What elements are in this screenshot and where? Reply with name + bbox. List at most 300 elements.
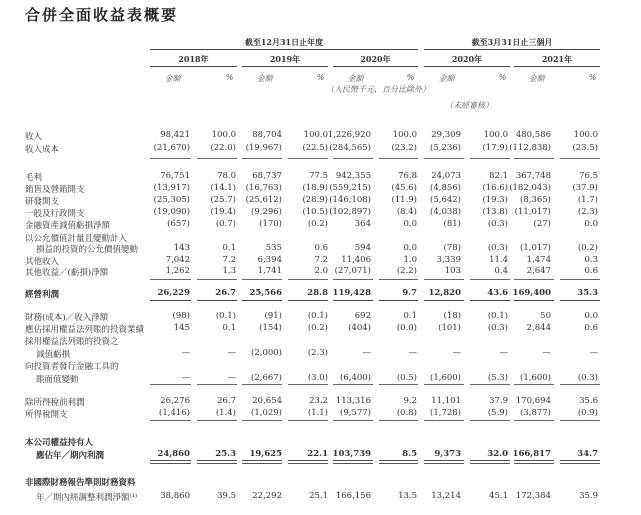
amount-cell: (27,071) xyxy=(334,266,371,276)
amount-cell: 119,428 xyxy=(332,288,371,298)
percent-cell: (1.7) xyxy=(577,195,598,205)
row-label: 損益的投資的公允價值變動 xyxy=(36,245,139,255)
amount-cell: 12,820 xyxy=(428,288,461,298)
percent-cell: 22.1 xyxy=(307,449,328,459)
total-underline xyxy=(560,384,600,385)
percent-cell: 0.6 xyxy=(314,243,328,253)
amount-cell: — xyxy=(181,373,190,383)
row-label: 賬面值變動 xyxy=(36,375,79,385)
amount-cell: (13,917) xyxy=(153,183,190,193)
amount-cell: (19,090) xyxy=(153,207,190,217)
total-underline xyxy=(333,460,373,464)
total-underline xyxy=(242,300,282,301)
amount-cell: (27) xyxy=(533,219,551,229)
percent-cell: (0.1) xyxy=(307,311,328,321)
total-underline xyxy=(242,158,282,159)
year-underline xyxy=(514,66,600,67)
unit-note: （人民幣千元，百分比除外） xyxy=(326,85,430,94)
total-underline xyxy=(288,279,328,280)
amount-cell: 692 xyxy=(354,311,371,321)
amount-cell: 1,262 xyxy=(165,266,190,276)
amount-cell: 2,647 xyxy=(526,266,551,276)
amount-cell: (404) xyxy=(348,323,371,333)
total-underline xyxy=(150,420,191,421)
amount-cell: (1,416) xyxy=(159,408,190,418)
total-underline xyxy=(288,384,328,385)
table-row xyxy=(0,335,641,347)
percent-cell: — xyxy=(408,348,417,358)
amount-cell: 364 xyxy=(354,219,371,229)
total-underline xyxy=(424,300,464,301)
amount-cell: (1,017) xyxy=(520,243,551,253)
percent-cell: (37.9) xyxy=(572,183,598,193)
percent-cell: (5.9) xyxy=(487,408,508,418)
percent-cell: (0.8) xyxy=(396,408,417,418)
row-label: 向投資者發行金融工具的 xyxy=(25,362,119,372)
amount-cell: 24,860 xyxy=(157,449,190,459)
table-row xyxy=(0,171,641,183)
percent-cell: (0.2) xyxy=(307,219,328,229)
total-underline xyxy=(333,300,373,301)
amount-cell: 9,373 xyxy=(434,449,461,459)
total-underline xyxy=(288,420,328,421)
amount-cell: 3,339 xyxy=(436,255,461,265)
percent-cell: (22.0) xyxy=(210,143,236,153)
percent-cell: 0.6 xyxy=(584,266,598,276)
year-header: 2020年 xyxy=(360,54,391,64)
table-row xyxy=(0,311,641,323)
amount-cell: 1,226,920 xyxy=(327,130,371,140)
percent-cell: 7.2 xyxy=(222,255,236,265)
pct-col-label: % xyxy=(225,73,234,82)
amount-cell: 11,406 xyxy=(341,255,371,265)
amount-cell: 166,156 xyxy=(335,491,371,501)
percent-cell: 13.5 xyxy=(398,491,417,501)
total-underline xyxy=(197,460,238,464)
row-label: 除所得稅前利潤 xyxy=(25,398,85,408)
total-underline xyxy=(379,300,419,301)
percent-cell: — xyxy=(589,348,598,358)
row-label: 毛利 xyxy=(25,173,43,183)
amount-cell: (25,305) xyxy=(153,195,190,205)
total-underline xyxy=(379,460,419,464)
amount-cell: — xyxy=(452,348,461,358)
percent-cell: (5.3) xyxy=(487,373,508,383)
amount-cell: (16,763) xyxy=(245,183,282,193)
percent-cell: (0.5) xyxy=(396,373,417,383)
total-underline xyxy=(560,300,600,301)
percent-cell: 35.9 xyxy=(579,491,598,501)
amount-cell: 172,384 xyxy=(515,491,551,501)
table-row xyxy=(0,348,641,360)
amount-cell: (81) xyxy=(443,219,461,229)
amount-cell: (25,612) xyxy=(245,195,282,205)
percent-cell: 43.6 xyxy=(487,288,508,298)
amount-cell: 942,355 xyxy=(335,171,371,181)
percent-cell: 32.0 xyxy=(487,449,508,459)
total-underline xyxy=(379,158,419,159)
year-underline xyxy=(242,66,328,67)
percent-cell: 100.0 xyxy=(573,130,598,140)
total-underline xyxy=(379,384,419,385)
percent-cell: 25.3 xyxy=(215,449,236,459)
total-underline xyxy=(150,158,191,159)
total-underline xyxy=(514,158,554,159)
amount-cell: (91) xyxy=(264,311,282,321)
total-underline xyxy=(150,300,191,301)
table-row xyxy=(0,436,641,448)
percent-cell: (13.8) xyxy=(482,207,508,217)
percent-cell: (0.3) xyxy=(577,373,598,383)
amount-cell: — xyxy=(362,348,371,358)
amount-cell: 145 xyxy=(173,323,190,333)
total-underline xyxy=(150,460,191,464)
row-label: 其他收入 xyxy=(25,257,60,267)
percent-cell: 78.0 xyxy=(217,171,236,181)
amount-cell: (9,296) xyxy=(251,207,282,217)
percent-cell: 0.3 xyxy=(584,255,598,265)
total-underline xyxy=(470,384,510,385)
year-underline xyxy=(150,66,237,67)
percent-cell: (23.2) xyxy=(391,143,417,153)
table-row xyxy=(0,183,641,195)
percent-cell: (18.9) xyxy=(302,183,328,193)
pct-col-label: % xyxy=(588,73,597,82)
amount-cell: (4,856) xyxy=(430,183,461,193)
amount-cell: (5,236) xyxy=(430,143,461,153)
percent-cell: (0.1) xyxy=(487,311,508,321)
pct-col-label: % xyxy=(406,73,415,82)
table-row xyxy=(0,476,641,488)
year-header: 2021年 xyxy=(541,54,573,64)
total-underline xyxy=(197,384,238,385)
total-underline xyxy=(470,300,510,301)
percent-cell: (14.1) xyxy=(210,183,236,193)
amount-cell: (170) xyxy=(259,219,282,229)
year-underline xyxy=(424,66,510,67)
percent-cell: 0.0 xyxy=(403,219,417,229)
percent-cell: (0.3) xyxy=(487,323,508,333)
amount-cell: 26,276 xyxy=(160,396,190,406)
percent-cell: (2.3) xyxy=(577,207,598,217)
amount-cell: (9,577) xyxy=(340,408,371,418)
total-underline xyxy=(560,460,600,464)
percent-cell: 37.9 xyxy=(489,396,508,406)
percent-cell: 77.5 xyxy=(309,171,328,181)
total-underline xyxy=(242,420,282,421)
total-underline xyxy=(197,300,238,301)
percent-cell: 28.8 xyxy=(307,288,328,298)
amount-cell: (559,215) xyxy=(329,183,371,193)
row-label: 財務(成本)／收入淨額 xyxy=(25,313,109,323)
amount-cell: 103 xyxy=(444,266,461,276)
row-label: 一般及行政開支 xyxy=(25,209,85,219)
row-label: 其他收益／(虧損)淨額 xyxy=(25,268,109,278)
total-underline xyxy=(424,279,464,280)
amount-cell: (21,670) xyxy=(153,143,190,153)
percent-cell: (2.2) xyxy=(396,266,417,276)
total-underline xyxy=(560,158,600,159)
percent-cell: 26.7 xyxy=(215,288,236,298)
percent-cell: (0.2) xyxy=(577,243,598,253)
amount-cell: (78) xyxy=(443,243,461,253)
amount-cell: 50 xyxy=(540,311,551,321)
percent-cell: 34.7 xyxy=(577,449,598,459)
percent-cell: 76.5 xyxy=(579,171,598,181)
percent-cell: 1.0 xyxy=(403,255,417,265)
percent-cell: 45.1 xyxy=(489,491,508,501)
total-underline xyxy=(197,158,238,159)
group-header-quarter: 截至3月31日止三個月 xyxy=(471,37,553,47)
amount-cell: 2,844 xyxy=(526,323,551,333)
amount-cell: 98,421 xyxy=(160,130,190,140)
group-line-year xyxy=(150,49,418,50)
percent-cell: 76.8 xyxy=(398,171,417,181)
amount-cell: 13,214 xyxy=(431,491,461,501)
row-label: 應佔年／期內利潤 xyxy=(36,451,105,461)
table-row xyxy=(0,207,641,219)
total-underline xyxy=(424,158,464,159)
amount-cell: (1,600) xyxy=(430,373,461,383)
total-underline xyxy=(150,384,191,385)
table-row xyxy=(0,396,641,408)
amount-cell: 594 xyxy=(354,243,371,253)
amount-cell: 19,625 xyxy=(249,449,282,459)
percent-cell: 0.1 xyxy=(222,243,236,253)
amount-cell: (4,038) xyxy=(430,207,461,217)
amount-cell: (284,565) xyxy=(329,143,371,153)
percent-cell: (28.9) xyxy=(302,195,328,205)
amount-cell: 25,566 xyxy=(249,288,282,298)
amount-cell: (19,967) xyxy=(245,143,282,153)
total-underline xyxy=(514,300,554,301)
percent-cell: — xyxy=(227,348,236,358)
amount-cell: — xyxy=(542,348,551,358)
percent-cell: 0.1 xyxy=(403,311,417,321)
total-underline xyxy=(514,384,554,385)
amount-cell: 480,586 xyxy=(515,130,551,140)
amount-cell: (8,365) xyxy=(520,195,551,205)
total-underline xyxy=(424,384,464,385)
total-underline xyxy=(379,420,419,421)
page-title: 合併全面收益表概要 xyxy=(25,6,179,24)
total-underline xyxy=(242,279,282,280)
table-row xyxy=(0,288,641,300)
percent-cell: 100.0 xyxy=(483,130,508,140)
row-label: 年／期內經調整利潤淨額⁽¹⁾ xyxy=(36,493,138,503)
amount-cell: 1,741 xyxy=(257,266,282,276)
total-underline xyxy=(560,420,600,421)
table-row xyxy=(0,195,641,207)
percent-cell: (23.5) xyxy=(572,143,598,153)
year-header: 2020年 xyxy=(451,54,483,64)
row-label: 所得稅開支 xyxy=(25,410,68,420)
amount-cell: (1,728) xyxy=(430,408,461,418)
group-line-quarter xyxy=(424,49,600,50)
amount-cell: 29,309 xyxy=(431,130,461,140)
total-underline xyxy=(288,300,328,301)
row-label: 非國際財務報告準則財務資料 xyxy=(25,478,136,488)
amount-cell: 143 xyxy=(173,243,190,253)
percent-cell: (0.7) xyxy=(215,219,236,229)
amount-cell: (5,642) xyxy=(430,195,461,205)
amount-cell: (2,667) xyxy=(251,373,282,383)
amount-cell: 103,739 xyxy=(332,449,371,459)
percent-cell: (0.1) xyxy=(215,311,236,321)
amount-cell: 26,229 xyxy=(157,288,190,298)
row-label: 研發開支 xyxy=(25,197,60,207)
amount-cell: 1,474 xyxy=(526,255,551,265)
row-label: 金融資產減值虧損淨額 xyxy=(25,221,111,231)
year-header: 2018年 xyxy=(178,54,209,64)
percent-cell: 2.0 xyxy=(314,266,328,276)
amount-col-label: 金額 xyxy=(164,74,181,83)
amount-cell: 113,316 xyxy=(335,396,371,406)
amount-col-label: 金額 xyxy=(256,74,273,83)
table-row xyxy=(0,130,641,142)
total-underline xyxy=(424,460,464,464)
amount-cell: 367,748 xyxy=(515,171,551,181)
total-underline xyxy=(197,279,238,280)
amount-cell: (1,029) xyxy=(251,408,282,418)
percent-cell: (17.9) xyxy=(482,143,508,153)
percent-cell: 9.2 xyxy=(403,396,417,406)
amount-cell: (112,838) xyxy=(509,143,551,153)
total-underline xyxy=(470,460,510,464)
row-label: 應佔採用權益法列賬的投資業績 xyxy=(25,325,145,335)
table-row xyxy=(0,491,641,503)
year-header: 2019年 xyxy=(269,54,301,64)
amount-cell: (182,043) xyxy=(509,183,551,193)
amount-cell: (1,600) xyxy=(520,373,551,383)
amount-cell: 170,694 xyxy=(515,396,551,406)
table-row xyxy=(0,219,641,231)
amount-cell: 7,042 xyxy=(165,255,190,265)
percent-cell: (45.6) xyxy=(391,183,417,193)
percent-cell: (3.0) xyxy=(307,373,328,383)
percent-cell: 35.3 xyxy=(577,288,598,298)
percent-cell: — xyxy=(499,348,508,358)
amount-cell: 24,073 xyxy=(431,171,461,181)
total-underline xyxy=(150,279,191,280)
row-label: 收入成本 xyxy=(25,145,60,155)
percent-cell: (8.4) xyxy=(396,207,417,217)
amount-cell: 535 xyxy=(265,243,282,253)
amount-cell: (3,877) xyxy=(520,408,551,418)
amount-cell: (6,400) xyxy=(340,373,371,383)
amount-cell: 169,400 xyxy=(512,288,551,298)
total-underline xyxy=(470,420,510,421)
percent-cell: 0.0 xyxy=(584,219,598,229)
percent-cell: (16.6) xyxy=(482,183,508,193)
percent-cell: 0.1 xyxy=(222,323,236,333)
percent-cell: (10.5) xyxy=(302,207,328,217)
percent-cell: (11.9) xyxy=(391,195,417,205)
percent-cell: 8.5 xyxy=(402,449,417,459)
total-underline xyxy=(333,158,373,159)
amount-cell: 22,292 xyxy=(252,491,282,501)
percent-cell: 0.0 xyxy=(403,243,417,253)
group-header-year: 截至12月31日止年度 xyxy=(244,37,324,47)
amount-cell: 6,394 xyxy=(257,255,282,265)
table-row xyxy=(0,243,641,255)
percent-cell: (22.5) xyxy=(302,143,328,153)
percent-cell: 26.7 xyxy=(217,396,236,406)
total-underline xyxy=(514,420,554,421)
amount-cell: 20,654 xyxy=(252,396,282,406)
total-underline xyxy=(242,384,282,385)
percent-cell: (0.9) xyxy=(577,408,598,418)
percent-cell: 7.2 xyxy=(314,255,328,265)
total-underline xyxy=(333,279,373,280)
total-underline xyxy=(514,460,554,464)
percent-cell: (0.2) xyxy=(307,323,328,333)
amount-cell: — xyxy=(181,348,190,358)
total-underline xyxy=(333,384,373,385)
amount-cell: (18) xyxy=(443,311,461,321)
amount-cell: 76,751 xyxy=(160,171,190,181)
percent-cell: (19.4) xyxy=(210,207,236,217)
percent-cell: 39.5 xyxy=(217,491,236,501)
amount-col-label: 金額 xyxy=(528,74,545,83)
percent-cell: (19.3) xyxy=(482,195,508,205)
total-underline xyxy=(333,420,373,421)
percent-cell: (0.3) xyxy=(487,219,508,229)
row-label: 減值虧損 xyxy=(36,350,71,360)
row-label: 採用權益法列賬的投資之 xyxy=(25,337,119,347)
percent-cell: (0.0) xyxy=(396,323,417,333)
amount-cell: 88,704 xyxy=(252,130,282,140)
amount-cell: (657) xyxy=(167,219,190,229)
percent-cell: 9.7 xyxy=(402,288,417,298)
row-label: 收入 xyxy=(25,132,43,142)
amount-cell: (102,897) xyxy=(329,207,371,217)
percent-cell: (1.1) xyxy=(307,408,328,418)
total-underline xyxy=(470,158,510,159)
year-underline xyxy=(333,66,418,67)
amount-cell: (98) xyxy=(172,311,190,321)
amount-cell: (146,108) xyxy=(329,195,371,205)
amount-col-label: 金額 xyxy=(347,74,364,83)
table-row xyxy=(0,360,641,372)
percent-cell: 100.0 xyxy=(392,130,417,140)
pct-col-label: % xyxy=(498,73,507,82)
amount-cell: (101) xyxy=(438,323,461,333)
percent-cell: (25.7) xyxy=(210,195,236,205)
percent-cell: — xyxy=(227,373,236,383)
amount-cell: 38,860 xyxy=(160,491,190,501)
percent-cell: 100.0 xyxy=(303,130,328,140)
percent-cell: 100.0 xyxy=(211,130,236,140)
amount-cell: 166,817 xyxy=(512,449,551,459)
percent-cell: 1.3 xyxy=(222,266,236,276)
amount-col-label: 金額 xyxy=(438,74,455,83)
total-underline xyxy=(288,158,328,159)
percent-cell: (2.3) xyxy=(307,348,328,358)
percent-cell: 82.1 xyxy=(489,171,508,181)
amount-cell: 68,737 xyxy=(252,171,282,181)
total-underline xyxy=(560,279,600,280)
percent-cell: 35.6 xyxy=(579,396,598,406)
total-underline xyxy=(379,279,419,280)
percent-cell: 0.0 xyxy=(584,311,598,321)
total-underline xyxy=(242,460,282,464)
unaudited-note: （未經審核） xyxy=(445,101,493,110)
total-underline xyxy=(288,460,328,464)
percent-cell: 0.4 xyxy=(494,266,508,276)
table-row xyxy=(0,323,641,335)
table-row xyxy=(0,266,641,278)
